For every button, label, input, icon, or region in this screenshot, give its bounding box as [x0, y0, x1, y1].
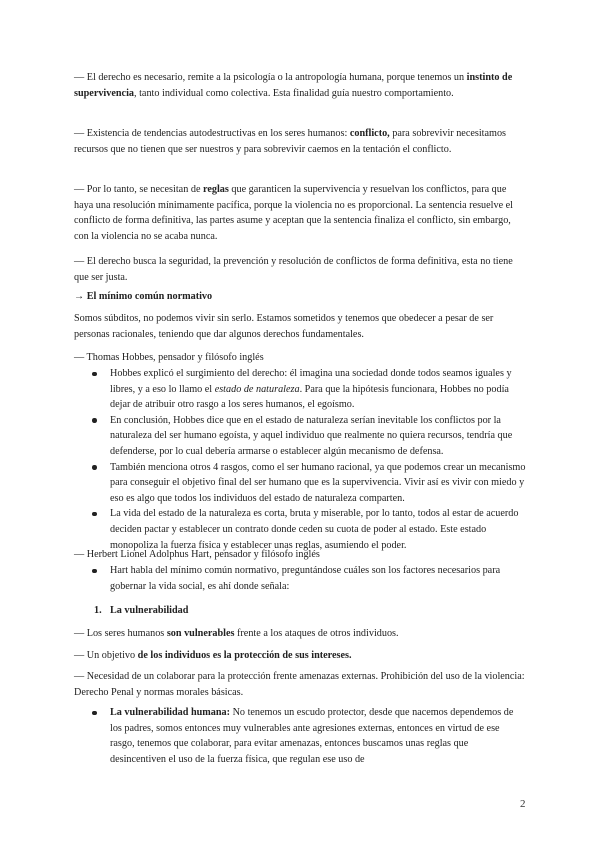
bold-term: son vulnerables	[166, 628, 235, 639]
text: — Por lo tanto, se necesitan de	[74, 184, 204, 195]
text: , tanto individual como colectiva. Esta finalidad guía nuestro comportamiento.	[134, 87, 454, 99]
paragraph-vulnerable	[74, 626, 526, 642]
bold-term: conflicto,	[349, 128, 390, 139]
text: frente a los ataques de otros individuos.	[234, 628, 399, 639]
bold-term: La vulnerabilidad humana:	[110, 707, 231, 718]
numbered-item-number: 1.	[94, 605, 102, 616]
text: No tenemos un escudo protector, desde que nacemos dependemos de los padres, somos entonces muy vulnerables ante agresiones externas, entonces en virtud de ese rasgo, tenemos que colaborar, para evitar amenazas, entonces buscamos unas reglas que desincentiven el uso de la fuerza física, que regulan ese uso de	[110, 707, 514, 765]
paragraph-hobbes-intro: — Thomas Hobbes, pensador y filósofo inglés	[74, 352, 264, 363]
text: — Los seres humanos	[74, 628, 167, 639]
list-item: En conclusión, Hobbes dice que en el estado de naturaleza serían inevitable los conflictos por la naturaleza del ser humano egoísta, y aquel individuo que realmente no quiera recursos, tendría que defenderse, por lo cual debería armarse o establecer algún mecanismo de defensa.	[74, 413, 526, 460]
text: que garanticen la supervivencia y resuelvan los conflictos, para que haya una resolución mínimamente pacífica, porque la violencia no es proporcional. La sentencia resuelve el conflicto de forma definitiva, las partes asume y aceptan que la sentencia finaliza el conflicto, sin embargo, con la violencia no se acaba nunca.	[74, 184, 514, 242]
hobbes-bullet-list	[74, 366, 526, 553]
text: — Existencia de tendencias autodestructivas en los seres humanos:	[74, 128, 350, 139]
list-item: La vida del estado de la naturaleza es corta, bruta y miserable, por lo tanto, todos al estar de acuerdo deciden pactar y establecer un contrato donde ceden su cuota de poder al estado. Este estado monopoliza la fuerza física y establecer unas reglas, asumiendo el poder.	[74, 506, 526, 553]
list-item	[74, 366, 526, 413]
paragraph-survival-instinct	[74, 70, 526, 101]
italic-term: estado de naturaleza	[214, 383, 300, 395]
bold-term: de los individuos es la protección de sus intereses.	[137, 650, 352, 661]
paragraph-subjects: Somos súbditos, no podemos vivir sin serlo. Estamos sometidos y tenemos que obedecer a pesar de ser personas racionales, teniendo que dar algunos derechos fundamentales.	[74, 313, 494, 340]
section-heading: → El mínimo común normativo	[74, 291, 213, 302]
paragraph-conflict	[74, 126, 526, 157]
list-item: Hart habla del mínimo común normativo, preguntándose cuáles son los factores necesarios para gobernar la vida social, es ahí donde señala:	[74, 563, 526, 594]
vulnerability-bullet-list	[74, 705, 526, 767]
text: Hobbes explicó el surgimiento del derecho: él imagina una sociedad donde todos seamos iguales y libres, y a eso lo llamo el	[110, 368, 512, 395]
paragraph-security: — El derecho busca la seguridad, la prevención y resolución de conflictos de forma definitiva, esta no tiene que ser justa.	[74, 256, 513, 283]
list-item: También menciona otros 4 rasgos, como el ser humano racional, ya que podemos crear un mecanismo para conseguir el objetivo final del ser humano que es la supervivencia. Vivir así es vivir con miedo y eso es algo que todos los individuos del estado de naturaleza comparten.	[74, 460, 526, 507]
bold-term: reglas	[203, 184, 229, 195]
bold-term: instinto de supervivencia	[74, 72, 513, 99]
text: . Para que la hipótesis funcionara, Hobbes no podía dejar de atribuir otro rasgo a los seres humanos, el egoísmo.	[110, 383, 509, 411]
text: — Un objetivo	[74, 650, 138, 661]
numbered-item-heading: La vulnerabilidad	[110, 605, 189, 616]
hart-bullet-list	[74, 563, 526, 594]
text: — El derecho es necesario, remite a la psicología o la antropología humana, porque tenemos un	[74, 72, 467, 83]
text: para sobrevivir necesitamos recursos que no tienen que ser nuestros y para sobrevivir caemos en la tentación el conflicto.	[74, 128, 507, 155]
paragraph-hart-intro: — Herbert Lionel Adolphus Hart, pensador y filósofo inglés	[74, 549, 320, 560]
paragraph-objective	[74, 648, 526, 664]
paragraph-collaboration: — Necesidad de un colaborar para la protección frente amenazas externas. Prohibición del uso de la violencia: Derecho Penal y normas morales básicas.	[74, 671, 525, 698]
page-number: 2	[520, 798, 526, 810]
paragraph-rules	[74, 182, 526, 244]
list-item	[74, 705, 526, 767]
